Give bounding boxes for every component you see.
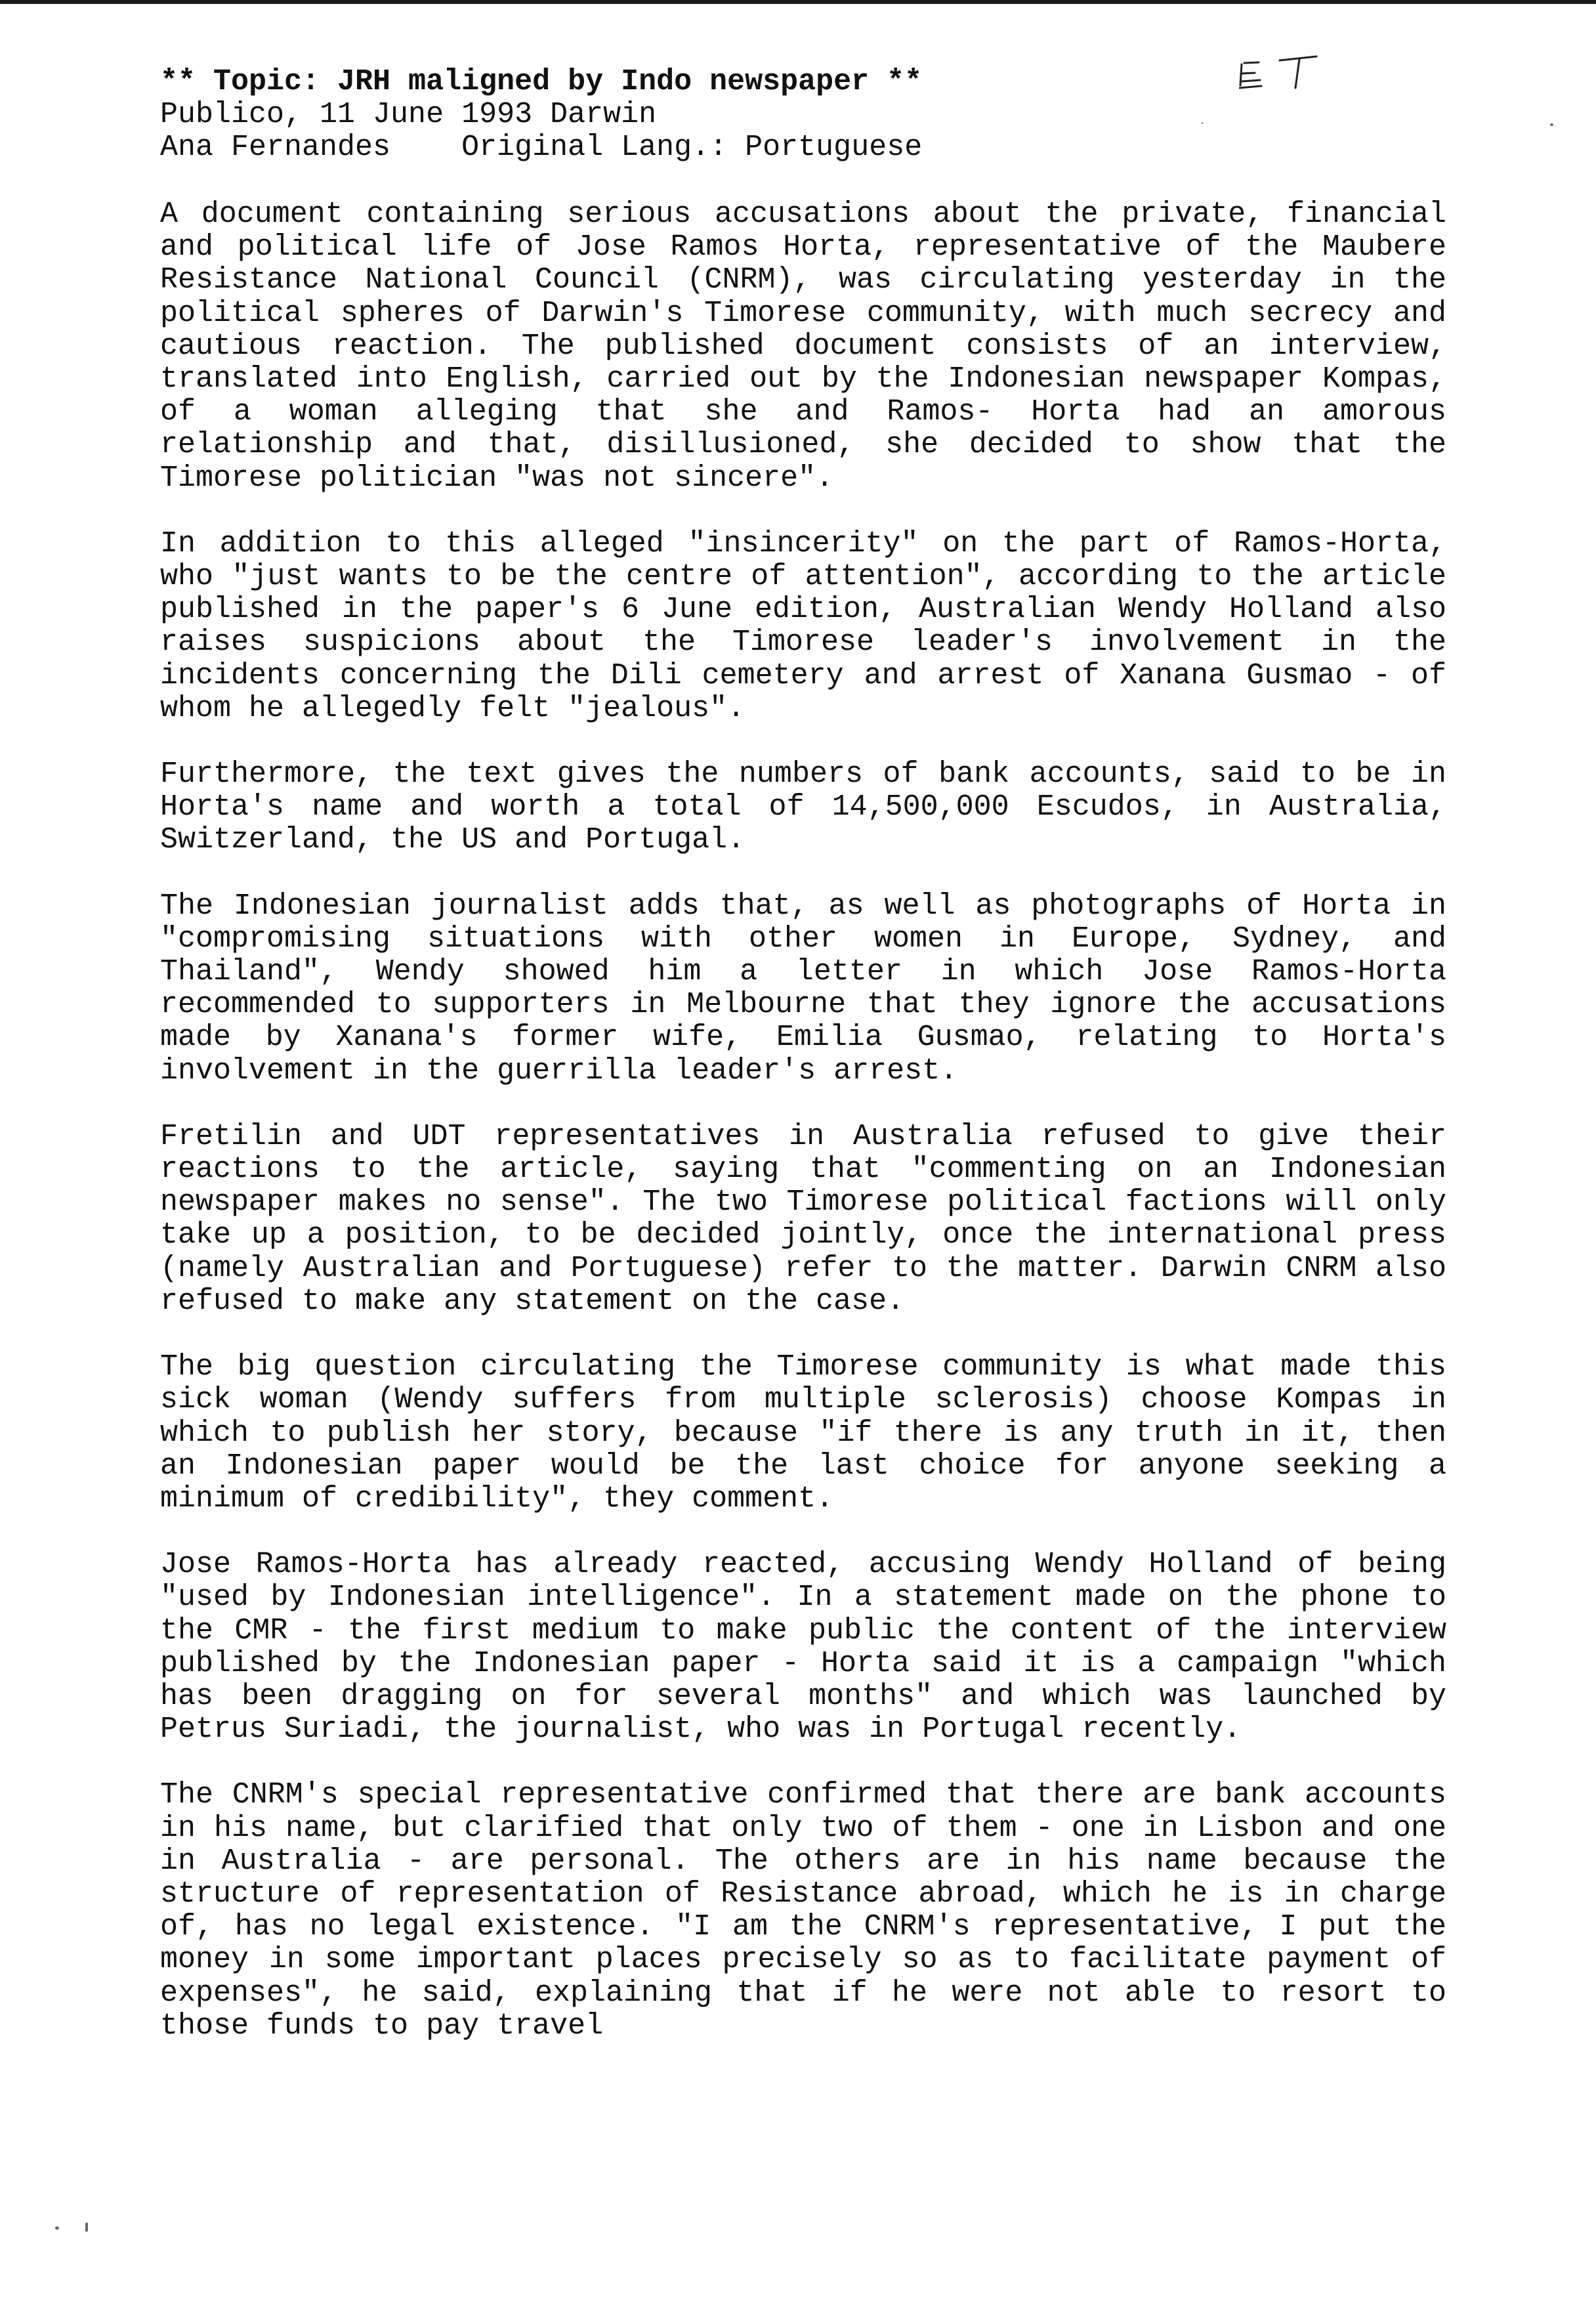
paragraph-8: The CNRM's special representative confirmed that there are bank accounts in his name, but clarified that only two of them - one in Lisbon and one in Australia - are personal. The others are in his name because the structure of representation of Resistance abroad, which he is in charge of, has no legal existence. "I am the CNRM's representative, I put the money in some important places precisely so as to facilitate payment of expenses", he said, explaining that if he were not able to resort to those funds to pay travel — [160, 1778, 1446, 2043]
scan-speck — [55, 2226, 59, 2230]
paragraph-7: Jose Ramos-Horta has already reacted, accusing Wendy Holland of being "used by Indonesian intelligence". In a statement made on the phone to the CMR - the first medium to make public the content of the interview published by the Indonesian paper - Horta said it is a campaign "which has been dragging on for several months" and which was launched by Petrus Suriadi, the journalist, who was in Portugal recently. — [160, 1548, 1446, 1747]
handwritten-annotation — [1239, 51, 1337, 104]
paragraph-6: The big question circulating the Timorese community is what made this sick woman (Wendy suffers from multiple sclerosis) choose Kompas in which to publish her story, because "if there is any truth in it, then an Indonesian paper would be the last choice for anyone seeking a minimum of credibility", they comment. — [160, 1350, 1446, 1516]
paragraph-1: A document containing serious accusations about the private, financial and political life of Jose Ramos Horta, representative of the Maubere Resistance National Council (CNRM), was circulating yesterday in the political spheres of Darwin's Timorese community, with much secrecy and cautious reaction. The published document consists of an interview, translated into English, carried out by the Indonesian newspaper Kompas, of a woman alleging that she and Ramos- Horta had an amorous relationship and that, disillusioned, she decided to show that the Timorese politician "was not sincere". — [160, 198, 1446, 495]
scan-speck — [85, 2223, 88, 2232]
paragraph-4: The Indonesian journalist adds that, as well as photographs of Horta in "compromising situations with other women in Europe, Sydney, and Thailand", Wendy showed him a letter in which Jose Ramos-Horta recommended to supporters in Melbourne that they ignore the accusations made by Xanana's former wife, Emilia Gusmao, relating to Horta's involvement in the guerrilla leader's arrest. — [160, 889, 1446, 1088]
scan-speck — [1201, 122, 1204, 124]
topic-line: ** Topic: JRH maligned by Indo newspaper ** — [160, 65, 923, 98]
byline — [160, 131, 1407, 164]
paragraph-3: Furthermore, the text gives the numbers of bank accounts, said to be in Horta's name and worth a total of 14,500,000 Escudos, in Australia, Switzerland, the US and Portugal. — [160, 757, 1446, 857]
document-header — [160, 66, 1407, 164]
article-body — [160, 198, 1446, 2076]
scan-speck — [1550, 123, 1553, 126]
paragraph-2: In addition to this alleged "insincerity" on the part of Ramos-Horta, who "just wants to be the centre of attention", according to the article published in the paper's 6 June edition, Australian Wendy Holland also raises suspicions about the Timorese leader's involvement in the incidents concerning the Dili cemetery and arrest of Xanana Gusmao - of whom he allegedly felt "jealous". — [160, 526, 1446, 725]
source-line: Publico, 11 June 1993 Darwin — [160, 98, 657, 131]
original-language: Original Lang.: Portuguese — [461, 131, 923, 164]
paragraph-5: Fretilin and UDT representatives in Australia refused to give their reactions to the article, saying that "commenting on an Indonesian newspaper makes no sense". The two Timorese political factions will only take up a position, to be decided jointly, once the international press (namely Australian and Portuguese) refer to the matter. Darwin CNRM also refused to make any statement on the case. — [160, 1119, 1446, 1318]
page-top-edge — [0, 0, 1596, 4]
author-name: Ana Fernandes — [160, 131, 391, 164]
